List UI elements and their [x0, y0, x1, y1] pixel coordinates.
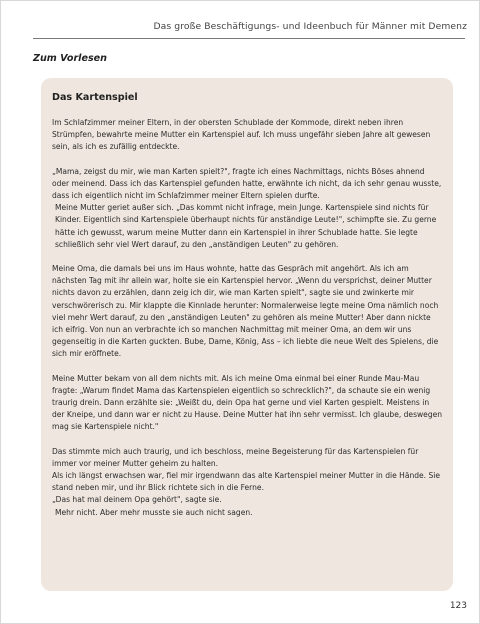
page-number: 123: [449, 601, 467, 611]
story-paragraph-4: Meine Oma, die damals bei uns im Haus wohnte, hatte das Gespräch mit angehört. Als ich am nächsten Tag mit ihr allein war, holte sie ein Kartenspiel hervor. „Wenn du versprichst, deiner Mutter nichts davon zu erzählen, dann zeig ich dir, wie man Karten spielt", sagte sie und zwinkerte mir verschwörerisch zu. Mir klappte die Kinnlade herunter: Normalerweise legte meine Oma nämlich noch viel mehr Wert darauf, zu den „anständigen Leuten" zu gehören als meine Mutter! Aber dann nickte ich eifrig. Von nun an verbrachte ich so manchen Nachmittag mit meiner Oma, an dem wir uns gegenseitig in die Karten guckten. Bube, Dame, König, Ass – ich liebte die neue Welt des Spielens, die sich mir eröffnete.: [52, 264, 439, 359]
story-paragraph-1: Im Schlafzimmer meiner Eltern, in der obersten Schublade der Kommode, direkt neben ihren Strümpfen, bewahrte meine Mutter ein Kartenspiel auf. Ich muss ungefähr sieben Jahre alt gewesen sein, als ich es zufällig entdeckte.: [52, 118, 431, 152]
paragraph-spacer: [52, 361, 443, 373]
story-paragraph-7: Als ich längst erwachsen war, fiel mir irgendwann das alte Kartenspiel meiner Mutter in die Hände. Sie stand neben mir, und ihr Blick richtete sich in die Ferne.: [52, 471, 440, 493]
story-paragraph-9: Mehr nicht. Aber mehr musste sie auch nicht sagen.: [55, 507, 253, 517]
paragraph-spacer: [52, 251, 443, 263]
story-box: [41, 78, 453, 591]
story-paragraph-5: Meine Mutter bekam von all dem nichts mit. Als ich meine Oma einmal bei einer Runde Mau-Mau fragte: „Warum findet Mama das Kartenspielen eigentlich so schrecklich?", da schaute sie ein wenig traurig drein. Dann erzählte sie: „Weißt du, dein Opa hat gerne und viel Karten gespielt. Meistens in der Kneipe, und dann war er nicht zu Hause. Deine Mutter hat ihn sehr vermisst. Ich glaube, deswegen mag sie Kartenspiele nicht.": [52, 373, 443, 432]
paragraph-spacer: [52, 154, 443, 166]
paragraph-spacer: [52, 434, 443, 446]
story-title: Das Kartenspiel: [52, 92, 138, 103]
story-paragraph-8: „Das hat mal deinem Opa gehört", sagte sie.: [52, 495, 222, 505]
header-title: Das große Beschäftigungs- und Ideenbuch für Männer mit Demenz: [153, 21, 467, 32]
section-label: Zum Vorlesen: [33, 53, 108, 64]
running-header: [1, 1, 479, 39]
story-paragraph-3: Meine Mutter geriet außer sich. „Das kommt nicht infrage, mein Junge. Kartenspiele sind nichts für Kinder. Eigentlich sind Kartenspiele überhaupt nichts für anständige Leute!", schimpfte sie. Zu gerne hätte ich gewusst, warum meine Mutter dann ein Kartenspiel in ihrer Schublade hatte. Sie legte schließlich sehr viel Wert darauf, zu den „anständigen Leuten" zu gehören.: [55, 203, 437, 249]
header-rule: [33, 38, 465, 39]
story-paragraph-2: „Mama, zeigst du mir, wie man Karten spielt?", fragte ich eines Nachmittags, nichts Böses ahnend oder meinend. Dass ich das Kartenspiel gefunden hatte, erwähnte ich nicht, da ich sehr genau wusste, dass ich eigentlich nicht im Schlafzimmer meiner Eltern spielen durfte.: [52, 166, 442, 201]
story-paragraph-6: Das stimmte mich auch traurig, und ich beschloss, meine Begeisterung für das Kartenspielen für immer vor meiner Mutter geheim zu halten.: [52, 446, 419, 468]
